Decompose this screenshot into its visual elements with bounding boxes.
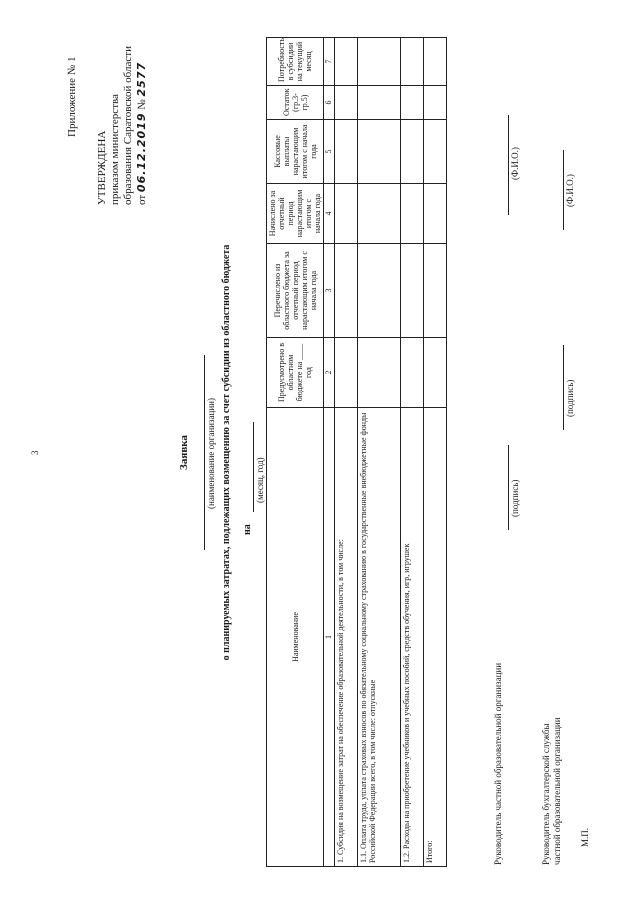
accounting-name-line <box>563 150 564 230</box>
column-number: 2 <box>324 338 335 408</box>
header-planned: Предусмотрено в областном бюджете на ____ год <box>267 338 324 408</box>
header-transferred: Перечислено из областного бюджета за отчетный период нарастающим итогом с начала года <box>267 244 324 338</box>
accounting-signature-line <box>563 345 564 430</box>
header-accrued: Начислено за отчетный период нарастающим итогом с начала года <box>267 184 324 244</box>
table-row <box>401 38 424 867</box>
head-signature-hint: (подпись) <box>510 479 520 517</box>
column-number-row <box>324 38 335 867</box>
row-name: 1.1. Оплата труда, уплата страховых взносов по обязательному социальному страхованию в государственные внебюджетные фонды Российской Федерации всего, в том числе: отпускные <box>358 408 401 867</box>
approval-block <box>96 46 149 205</box>
table-row <box>335 38 358 867</box>
accounting-signer-label-1: Руководитель бухгалтерской службы <box>541 723 551 865</box>
column-number: 7 <box>324 38 335 86</box>
table-total-row <box>424 38 447 867</box>
column-number: 4 <box>324 184 335 244</box>
header-cash-payments: Кассовые выплаты нарастающим итогом с начала года <box>267 120 324 184</box>
column-number: 3 <box>324 244 335 338</box>
approval-line-3: от 06.12.2019 № 2577 <box>135 61 148 205</box>
appendix-label: Приложение № 1 <box>66 56 78 137</box>
row-name: 1.2. Расходы на приобретение учебников и учебных пособий, средств обучения, игр, игрушек <box>401 408 424 867</box>
approval-title: УТВЕРЖДЕНА <box>96 130 108 205</box>
approval-date: 06.12.2019 <box>135 112 148 193</box>
approval-number: 2577 <box>135 61 148 97</box>
accounting-signature-hint: (подпись) <box>565 379 575 417</box>
header-need: Потребность в субсидии на текущий месяц <box>267 38 324 86</box>
column-number: 6 <box>324 86 335 120</box>
stamp-place: М.П. <box>580 827 590 847</box>
period-prefix: на <box>242 524 253 535</box>
page-number: 3 <box>30 450 40 455</box>
header-balance: Остаток (гр.3-гр.5) <box>267 86 324 120</box>
head-signer-label: Руководитель частной образовательной организации <box>493 662 503 865</box>
approval-line-2: образования Саратовской области <box>122 46 134 205</box>
total-label: Итого: <box>424 408 447 867</box>
column-number: 1 <box>324 408 335 867</box>
row-name: 1. Субсидия на возмещение затрат на обеспечение образовательной деятельности, в том числе: <box>335 408 358 867</box>
org-name-line <box>204 355 205 550</box>
period-hint: (месяц, год) <box>255 457 265 503</box>
head-signature-line <box>508 445 509 530</box>
head-name-hint: (Ф.И.О.) <box>510 147 520 180</box>
org-name-hint: (наименование организации) <box>206 398 216 509</box>
period-line <box>253 422 254 512</box>
document-subtitle: о планируемых затратах, подлежащих возмещению за счет субсидии из областного бюджета <box>221 244 232 661</box>
accounting-name-hint: (Ф.И.О.) <box>565 174 575 207</box>
accounting-signer-label-2: частной образовательной организации <box>552 717 562 865</box>
column-number: 5 <box>324 120 335 184</box>
table-header-row <box>267 38 324 867</box>
claim-table <box>266 37 447 867</box>
header-name: Наименование <box>267 408 324 867</box>
table-row <box>358 38 401 867</box>
approval-line-1: приказом министерства <box>109 94 121 205</box>
head-name-line <box>508 115 509 215</box>
document-title: Заявка <box>178 435 190 470</box>
